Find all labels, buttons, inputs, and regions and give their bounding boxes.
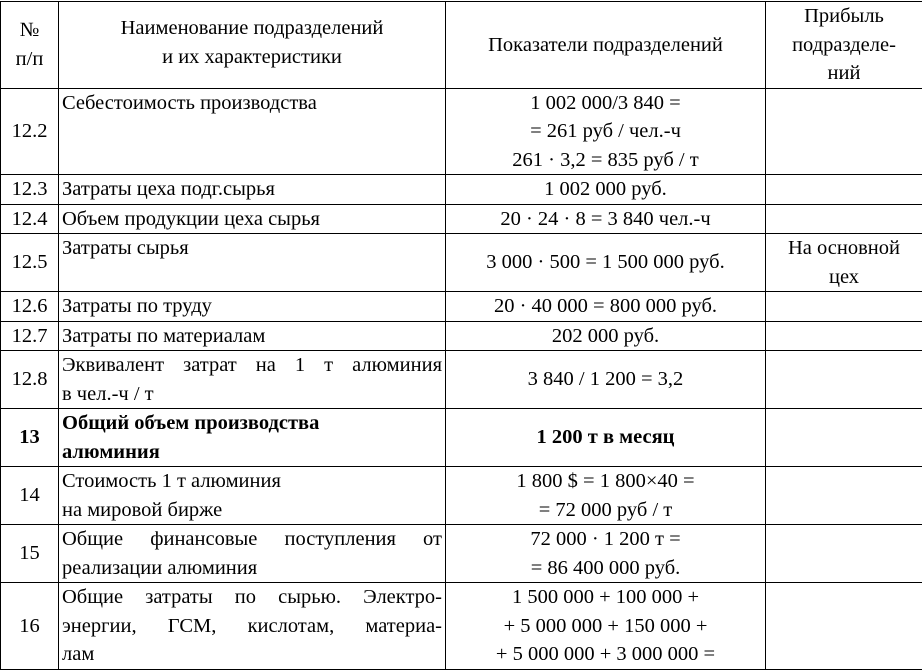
- row-name: Затраты по материалам: [59, 321, 446, 351]
- table-row: [1, 88, 922, 175]
- row-profit: [766, 88, 922, 175]
- row-number: 12.5: [1, 234, 59, 292]
- row-profit: [766, 467, 922, 525]
- row-indicator: 72 000 · 1 200 т = = 86 400 000 руб.: [446, 525, 766, 583]
- row-indicator: 3 000 · 500 = 1 500 000 руб.: [446, 234, 766, 292]
- table-row: [1, 525, 922, 583]
- table-row: [1, 409, 922, 467]
- row-indicator: 1 800 $ = 1 800×40 = = 72 000 руб / т: [446, 467, 766, 525]
- row-indicator: 20 · 24 · 8 = 3 840 чел.-ч: [446, 204, 766, 234]
- table-row: [1, 351, 922, 409]
- row-number: 12.4: [1, 204, 59, 234]
- table-row: [1, 204, 922, 234]
- table-row: [1, 467, 922, 525]
- row-indicator: 1 002 000 руб.: [446, 175, 766, 205]
- row-number: 12.3: [1, 175, 59, 205]
- header-row: [1, 2, 922, 89]
- row-number: 16: [1, 583, 59, 670]
- row-indicator: 3 840 / 1 200 = 3,2: [446, 351, 766, 409]
- row-name: Затраты цеха подг.сырья: [59, 175, 446, 205]
- row-number: 12.7: [1, 321, 59, 351]
- row-name: Эквивалент затрат на 1 т алюминия в чел.-ч / т: [59, 351, 446, 409]
- row-name: Общие финансовые поступления от реализации алюминия: [59, 525, 446, 583]
- cost-table: [0, 1, 922, 670]
- header-indicators: Показатели подразделений: [446, 2, 766, 89]
- row-name: Объем продукции цеха сырья: [59, 204, 446, 234]
- row-profit: [766, 204, 922, 234]
- header-profit: Прибыль подразделе- ний: [766, 2, 922, 89]
- header-num: № п/п: [1, 2, 59, 89]
- row-name: Стоимость 1 т алюминия на мировой бирже: [59, 467, 446, 525]
- row-profit: [766, 292, 922, 322]
- row-number: 14: [1, 467, 59, 525]
- row-name: Затраты по труду: [59, 292, 446, 322]
- row-name: Общий объем производства алюминия: [59, 409, 446, 467]
- row-number: 13: [1, 409, 59, 467]
- table-row: [1, 583, 922, 670]
- row-profit: [766, 583, 922, 670]
- row-number: 15: [1, 525, 59, 583]
- row-indicator: 1 500 000 + 100 000 + + 5 000 000 + 150 000 + + 5 000 000 + 3 000 000 =: [446, 583, 766, 670]
- row-name: Затраты сырья: [59, 234, 446, 292]
- table-row: [1, 234, 922, 292]
- table-row: [1, 292, 922, 322]
- row-profit: [766, 525, 922, 583]
- row-indicator: 1 200 т в месяц: [446, 409, 766, 467]
- row-indicator: 202 000 руб.: [446, 321, 766, 351]
- table-row: [1, 321, 922, 351]
- row-profit: [766, 321, 922, 351]
- row-number: 12.6: [1, 292, 59, 322]
- row-name: Себестоимость производства: [59, 88, 446, 175]
- row-profit: [766, 351, 922, 409]
- row-name: Общие затраты по сырью. Электро- энергии, ГСМ, кислотам, материа- лам: [59, 583, 446, 670]
- row-indicator: 20 · 40 000 = 800 000 руб.: [446, 292, 766, 322]
- table-row: [1, 175, 922, 205]
- row-profit: На основной цех: [766, 234, 922, 292]
- row-profit: [766, 175, 922, 205]
- row-number: 12.8: [1, 351, 59, 409]
- header-name: Наименование подразделений и их характеристики: [59, 2, 446, 89]
- row-indicator: 1 002 000/3 840 = = 261 руб / чел.-ч 261 · 3,2 = 835 руб / т: [446, 88, 766, 175]
- row-number: 12.2: [1, 88, 59, 175]
- row-profit: [766, 409, 922, 467]
